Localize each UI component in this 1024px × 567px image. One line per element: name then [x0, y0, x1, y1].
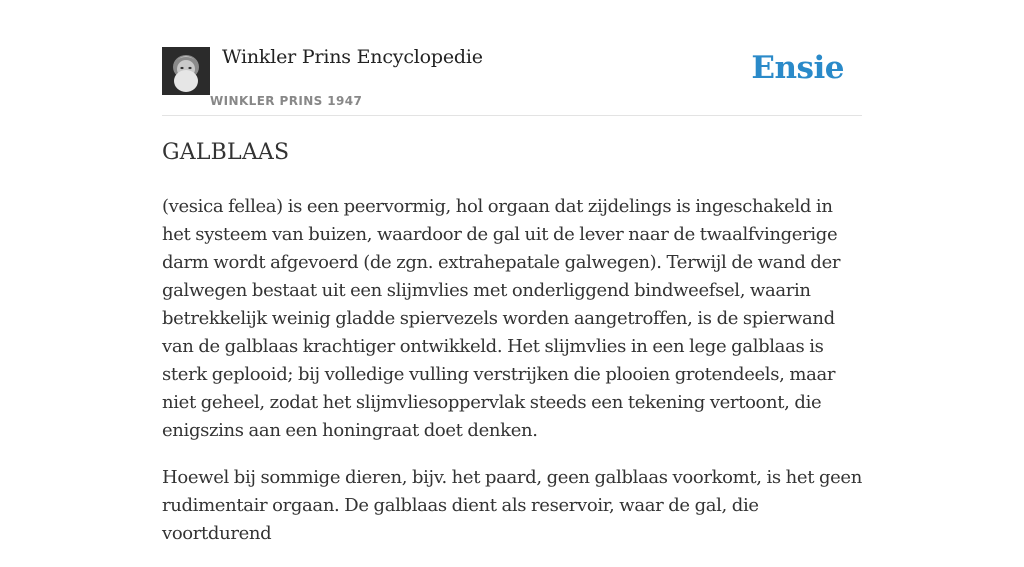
header	[162, 0, 862, 116]
source-avatar[interactable]	[162, 47, 210, 95]
brand-logo[interactable]: Ensie	[751, 50, 844, 86]
article-body	[162, 193, 862, 567]
source-subtitle[interactable]: WINKLER PRINS 1947	[210, 94, 363, 108]
article-title: GALBLAAS	[162, 140, 290, 165]
source-title[interactable]: Winkler Prins Encyclopedie	[222, 46, 483, 68]
article-paragraph: Hoewel bij sommige dieren, bijv. het paard, geen galblaas voorkomt, is het geen rudimentair orgaan. De galblaas dient als reservoir, waar de gal, die voortdurend	[162, 467, 862, 544]
portrait-bearded-man-icon	[162, 47, 210, 95]
article-paragraph: (vesica fellea) is een peervormig, hol orgaan dat zijdelings is ingeschakeld in het systeem van buizen, waardoor de gal uit de lever naar de twaalfvingerige darm wordt afgevoerd (de zgn. extrahepatale galwegen). Terwijl de wand der galwegen bestaat uit een slijmvlies met onderliggend bindweefsel, waarin betrekkelijk weinig gladde spiervezels worden aangetroffen, is de spierwand van de galblaas krachtiger ontwikkeld. Het slijmvlies in een lege galblaas is sterk geplooid; bij volledige vulling verstrijken die plooien grotendeels, maar niet geheel, zodat het slijmvliesoppervlak steeds een tekening vertoont, die enigszins aan een honingraat doet denken.	[162, 196, 841, 441]
